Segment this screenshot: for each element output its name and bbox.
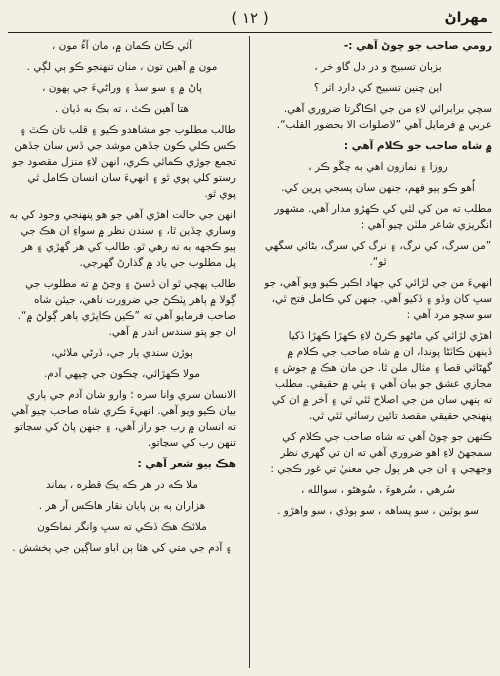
verse-line: ٻوڙن سندي ٻار جي، ڏرڻي ملائي، [51,347,193,359]
paragraph: مطلب ته من کي لئي کي ڪهڙو مدار آهي. مشهور انگريزي شاعر ملٽن چيو آهي : [274,203,492,231]
verse-line: مولا ڪهڙائي، چڪون جي چيهي آدم. [43,368,201,380]
paragraph: رومي صاحب جو چوڻ آهي :- [343,40,492,52]
paragraph: ڪنهن جو چوڻ آهي ته شاه صاحب جي ڪلام کي سمجهڻ لاءِ اهو ضروري آهي ته ان تي گهري نظر وجهجي ۽ ان جي هر ٻول جي معنيٰ تي غور ڪجي : [270,431,492,475]
verse-line: اُهو ڪو ٻيو فهم، جنهن سان پسجي پرين کي. [281,182,475,194]
paragraph: هڪ ٻيو شعر آهي : [137,458,236,470]
paragraph: الانسان سري وانا سره ؛ وارو شان آدم جي ٻاري بيان ڪيو ويو آهي. انهيءَ ڪري شاه صاحب چيو آهي ته انسان ۾ رب جو راز آهي، ۽ جنهن پاڻ کي سڃاتو تنهن رب کي سڃاتو. [11,389,236,449]
page [8,6,492,670]
page-header [8,6,492,33]
journal-title: مهراڻ [444,10,488,26]
verse-line: هزاران ٻه ٻن پايان نقار هاڪس آر هر . [38,500,206,512]
paragraph: انهيءَ من جي لڙائي کي جهاد اڪبر ڪيو ويو آهي، جو سڀ کان وڏو ۽ ڏکيو آهي. جنهن کي ڪامل فتح ٿي، سو سچو مرد آهي : [264,277,492,321]
verse-line: ۽ آدم جي متي کي هئا ٻن اباو ساڳين جي ٻخشش . [12,542,232,554]
verse-line: هتا آهين ڪٿ ، ته بڪ به ڏيان . [55,103,189,115]
verse-line: سو ٻوئين ، سو پساهه ، سو ٻوڏي ، سو واهڙو . [277,505,479,517]
verse-line: ملا ڪه در هر ڪه يڪ قطره ، بماند [45,479,199,491]
verse-line: بزبان تسبيح و در دل گاو خر ، [314,61,442,73]
page-number: ( ١٢ ) [231,9,269,27]
paragraph: سچي برابرائي لاءِ من جي اڪاگرتا ضروري آهي. عربي ۾ فرمايل آهي ”لاصلوات الا بحضور القلب“. [276,103,492,131]
paragraph: طالب پهچي ٿو ان ڏسڻ ۽ وڃڻ ۾ ته مطلوب جي ڳولا ۾ ٻاهر ڀٽڪڻ جي ضرورت ناهي، جيئن شاه صاحب فرمايو آهي ته ”ڪين ڪاپڙي ٻاهر ڳولڻ ۾“. ان جو پتو سندس اندر ۾ آهي. [17,278,236,338]
right-column [264,38,492,666]
paragraph: اهڙي لڙائي کي ماڻهو ڪرڻ لاءِ ڪهڙا ڪهڙا ڏکيا ڏينهن ڪاٽڻا پوندا، ان ۾ شاه صاحب جي ڪلام ۾ گهڻائي قصا ۽ مثال ملن ٿا. جن مان هڪ ۾ جوش ۽ مجازي عشق جو بيان آهي ۽ ٻئي ۾ حقيقي. مطلب ته ٻنهي سان من جي اصلاح ٿئي ٿي ۽ آخر ۾ ان کي پنهنجي حقيقي مقصد تائين رسائي ٿئي ٿي. [271,330,492,422]
column-divider [249,36,250,668]
verse-line: سُرهي ، سُرهوءَ ، سُوهڻو ، سوالله ، [300,484,456,496]
paragraph: طالب مطلوب جو مشاهدو ڪيو ۽ قلب تان ڪٿ ۽ ڪس ڪلي ڪون جڏهن موشد جي ڏس سان جڏهن تجمع جوڙي ڪمائي ڪري، انهن لاءِ منزل مقصود جو رستو کلي پوي ٿو ۽ انهيءَ سان انسان ڪامل ٿي پوي ٿو. [12,124,236,200]
verse-line: اين چنين تسبيح کي دارد اثر ؟ [313,82,443,94]
verse-line: ملائڪ هڪ ڏڪي ته سڀ وانگر نماڪون [37,521,207,533]
verse-line: پاڻ ۾ ۽ سو سڏ ۽ وراڻيءَ جي ٻهون ، [41,82,203,94]
verse-line: آئي ڪان ڪمان ۾، مان آءُ مون ، [51,40,193,52]
verse-line: ”من سرگ، کي نرگ، ۽ نرگ کي سرگ، بڻائي سگهي ٿو“. [264,240,492,268]
verse-line: روزا ۽ نمازون اهي به چڱو ڪر ، [308,161,448,173]
paragraph: انهن جي حالت اهڙي آهي جو هو پنهنجي وجود کي به وساري ڇڏين ٿا، ۽ سندن نظر ۾ سواءِ ان هڪ جي ٻيو ڪجهه به نه رهي ٿو. طالب کي هر گهڙي ۽ هر پل مطلوب جي ياد ۾ گذارڻ گهرجي. [9,209,236,269]
verse-line: مون ۾ آهين تون ، منان تنهنجو ڪو ٻي لڳي . [26,61,218,73]
paragraph: ۾ شاه صاحب جو ڪلام آهي : [343,140,492,152]
left-column [8,38,236,666]
